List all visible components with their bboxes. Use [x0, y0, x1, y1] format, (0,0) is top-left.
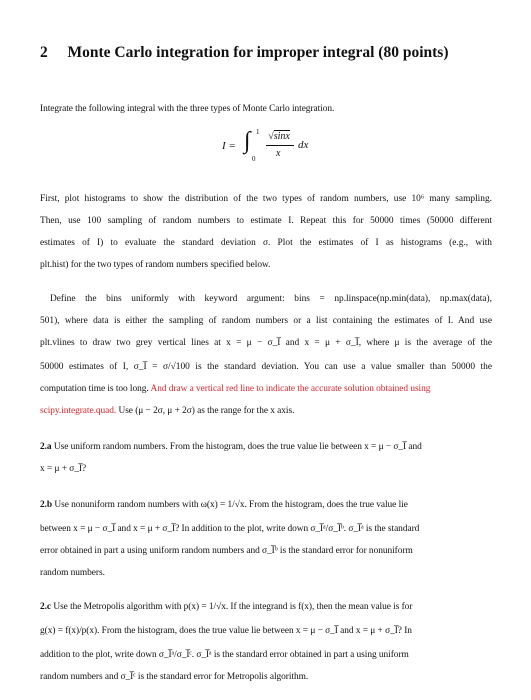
para2-line5 [40, 384, 430, 394]
section-title: Monte Carlo integration for improper integral (80 points) [67, 44, 449, 61]
para1-line4: plt.hist) for the two types of random numbers specified below. [40, 260, 271, 270]
dx: dx [298, 139, 309, 151]
part-b-line4: random numbers. [40, 568, 105, 578]
para1-line2: Then, use 100 sampling of random numbers to estimate I. Repeat this for 50000 times (50000 different [40, 216, 492, 226]
para2-line6-black: Use (μ − 2σ, μ + 2σ) as the range for the x axis. [118, 406, 295, 416]
para2-line1: Define the bins uniformly with keyword argument: bins = np.linspace(np.min(data), np.max(data), [50, 294, 492, 304]
numerator: √sinx [268, 131, 290, 142]
part-c-line3: addition to the plot, write down σ_I̅ᵃ/σ_I̅ᶜ. σ_I̅ᵃ is the standard error obtained in part a using uniform [40, 650, 409, 660]
part-a-label: 2.a [40, 442, 52, 452]
intro-text: Integrate the following integral with the three types of Monte Carlo integration. [40, 104, 335, 114]
para1-line1: First, plot histograms to show the distribution of the two types of random numbers, use 10⁶ many sampling. [40, 194, 492, 204]
integral-sign: ∫ [244, 128, 251, 154]
para2-line5-black: computation time is too long. [40, 384, 149, 394]
denominator: x [276, 148, 281, 159]
part-c-line4: random numbers and σ_I̅ᶜ is the standard error for Metropolis algorithm. [40, 672, 309, 682]
upper-limit: 1 [256, 128, 260, 136]
part-b-line1: 2.b Use nonuniform random numbers with ω(x) = 1/√x. From the histogram, does the true value lie [40, 500, 408, 510]
integral-formula [222, 128, 332, 168]
para2-line6 [40, 406, 294, 416]
fraction-bar [266, 145, 294, 146]
part-c-line2: g(x) = f(x)/p(x). From the histogram, does the true value lie between x = μ − σ_I̅ and x = μ + σ_I̅? In [40, 626, 412, 636]
part-c-label: 2.c [40, 602, 52, 612]
section-heading [40, 44, 449, 62]
part-b-label: 2.b [40, 500, 53, 510]
para2-line5-red: And draw a vertical red line to indicate the accurate solution obtained using [150, 384, 431, 394]
formula-lhs: I = [222, 140, 236, 152]
para2-line2: 501), where data is either the sampling of random numbers or a list containing the estimates of I. And use [40, 316, 492, 326]
part-a-line2: x = μ + σ_I̅? [40, 464, 87, 474]
part-a-line1: 2.a Use uniform random numbers. From the histogram, does the true value lie between x = μ − σ_I̅ and [40, 442, 422, 452]
para2-line6-red: scipy.integrate.quad. [40, 406, 117, 416]
para2-line3: plt.vlines to draw two grey vertical lines at x = μ − σ_I̅ and x = μ + σ_I̅, where μ is the average of the [40, 338, 492, 348]
para1-line3: estimates of I) to evaluate the standard deviation σ. Plot the estimates of I as histograms (e.g., with [40, 238, 492, 248]
part-b-line2: between x = μ − σ_I̅ and x = μ + σ_I̅? In addition to the plot, write down σ_I̅ᵃ/σ_I̅ᵇ. σ_I̅ᵃ is the standard [40, 524, 420, 534]
part-b-line3: error obtained in part a using uniform random numbers and σ_I̅ᵇ is the standard error for nonuniform [40, 546, 413, 556]
lower-limit: 0 [252, 155, 256, 163]
section-number: 2 [40, 44, 48, 61]
para2-line4: 50000 estimates of I, σ_I̅ = σ/√100 is the standard deviation. You can use a value smaller than 50000 the [40, 362, 492, 372]
part-c-line1: 2.c Use the Metropolis algorithm with p(x) = 1/√x. If the integrand is f(x), then the mean value is for [40, 602, 413, 612]
